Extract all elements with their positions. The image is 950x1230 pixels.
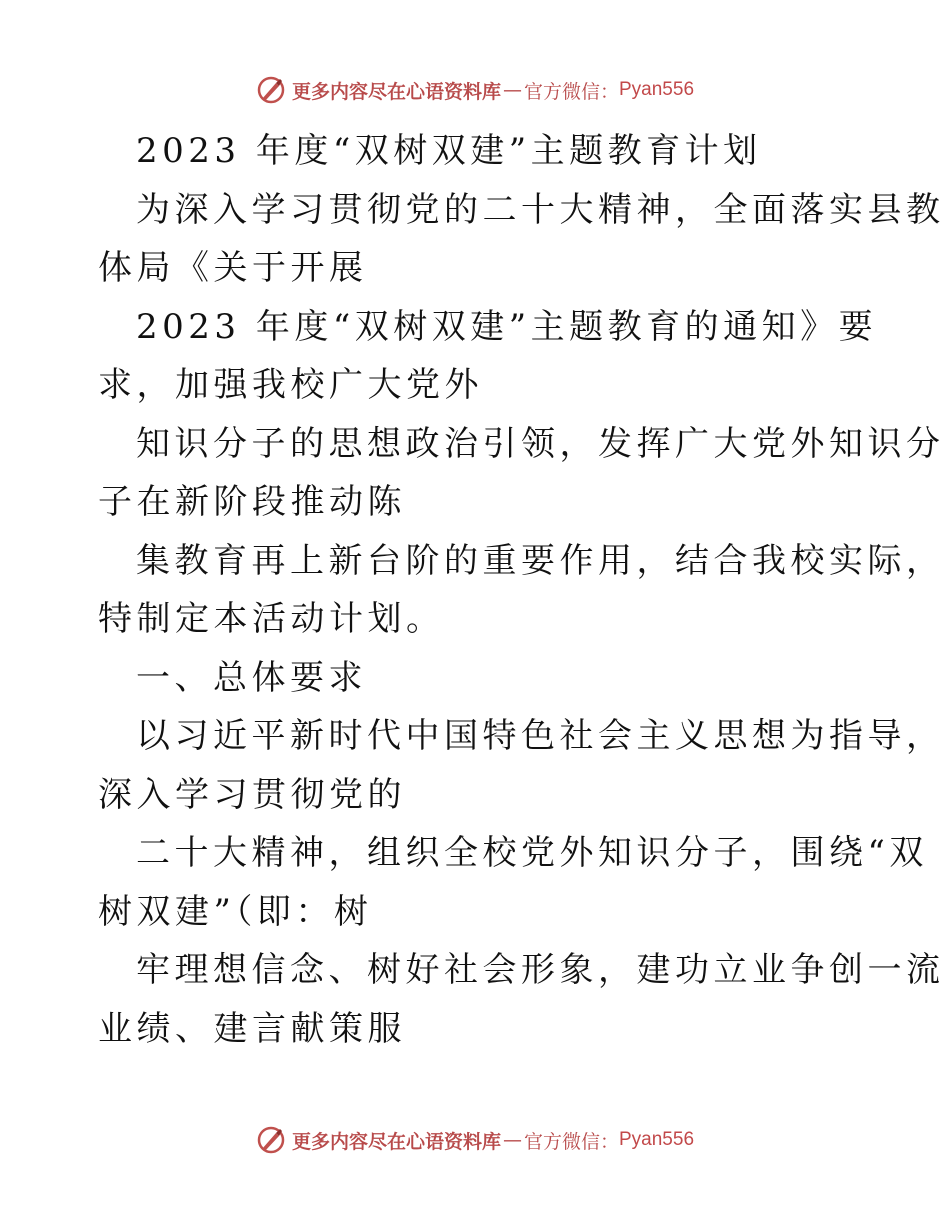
watermark-dash: — xyxy=(502,1129,522,1151)
paragraph-line: 以习近平新时代中国特色社会主义思想为指导， xyxy=(136,716,945,756)
paragraph-line: 二十大精神，组织全校党外知识分子，围绕“双 xyxy=(136,833,928,873)
header-watermark xyxy=(0,70,950,110)
watermark-label: 官方微信： xyxy=(523,1130,619,1153)
paragraph-line: 体局《关于开展 xyxy=(98,248,368,288)
paragraph-line: 特制定本活动计划。 xyxy=(98,599,445,639)
paragraph-line: 求，加强我校广大党外 xyxy=(98,365,483,405)
paragraph-line: 业绩、建言献策服 xyxy=(98,1008,406,1049)
paragraph-line: 2023 年度“双树双建”主题教育的通知》要 xyxy=(136,306,878,347)
footer-watermark xyxy=(0,1120,950,1160)
section-heading: 一、总体要求 xyxy=(136,657,367,698)
pen-logo-icon xyxy=(256,75,286,105)
paragraph-line: 知识分子的思想政治引领，发挥广大党外知识分 xyxy=(136,423,945,464)
paragraph-line: 集教育再上新台阶的重要作用，结合我校实际， xyxy=(136,540,945,581)
paragraph-line: 子在新阶段推动陈 xyxy=(98,482,406,522)
paragraph-line: 为深入学习贯彻党的二十大精神，全面落实县教 xyxy=(136,189,945,230)
watermark-dash: — xyxy=(502,79,522,101)
watermark-wechat-id: Pyan556 xyxy=(619,1129,695,1150)
pen-logo-icon xyxy=(256,1125,286,1155)
watermark-brand: 更多内容尽在心语资料库 xyxy=(291,1130,501,1153)
document-title: 2023 年度“双树双建”主题教育计划 xyxy=(136,131,762,171)
document-body xyxy=(98,122,945,1058)
watermark-wechat-id: Pyan556 xyxy=(619,79,695,100)
watermark-label: 官方微信： xyxy=(523,80,619,103)
paragraph-line: 深入学习贯彻党的 xyxy=(98,774,406,815)
paragraph-line: 树双建”（即：树 xyxy=(98,891,373,932)
paragraph-line: 牢理想信念、树好社会形象，建功立业争创一流 xyxy=(136,950,945,990)
watermark-brand: 更多内容尽在心语资料库 xyxy=(291,80,501,103)
